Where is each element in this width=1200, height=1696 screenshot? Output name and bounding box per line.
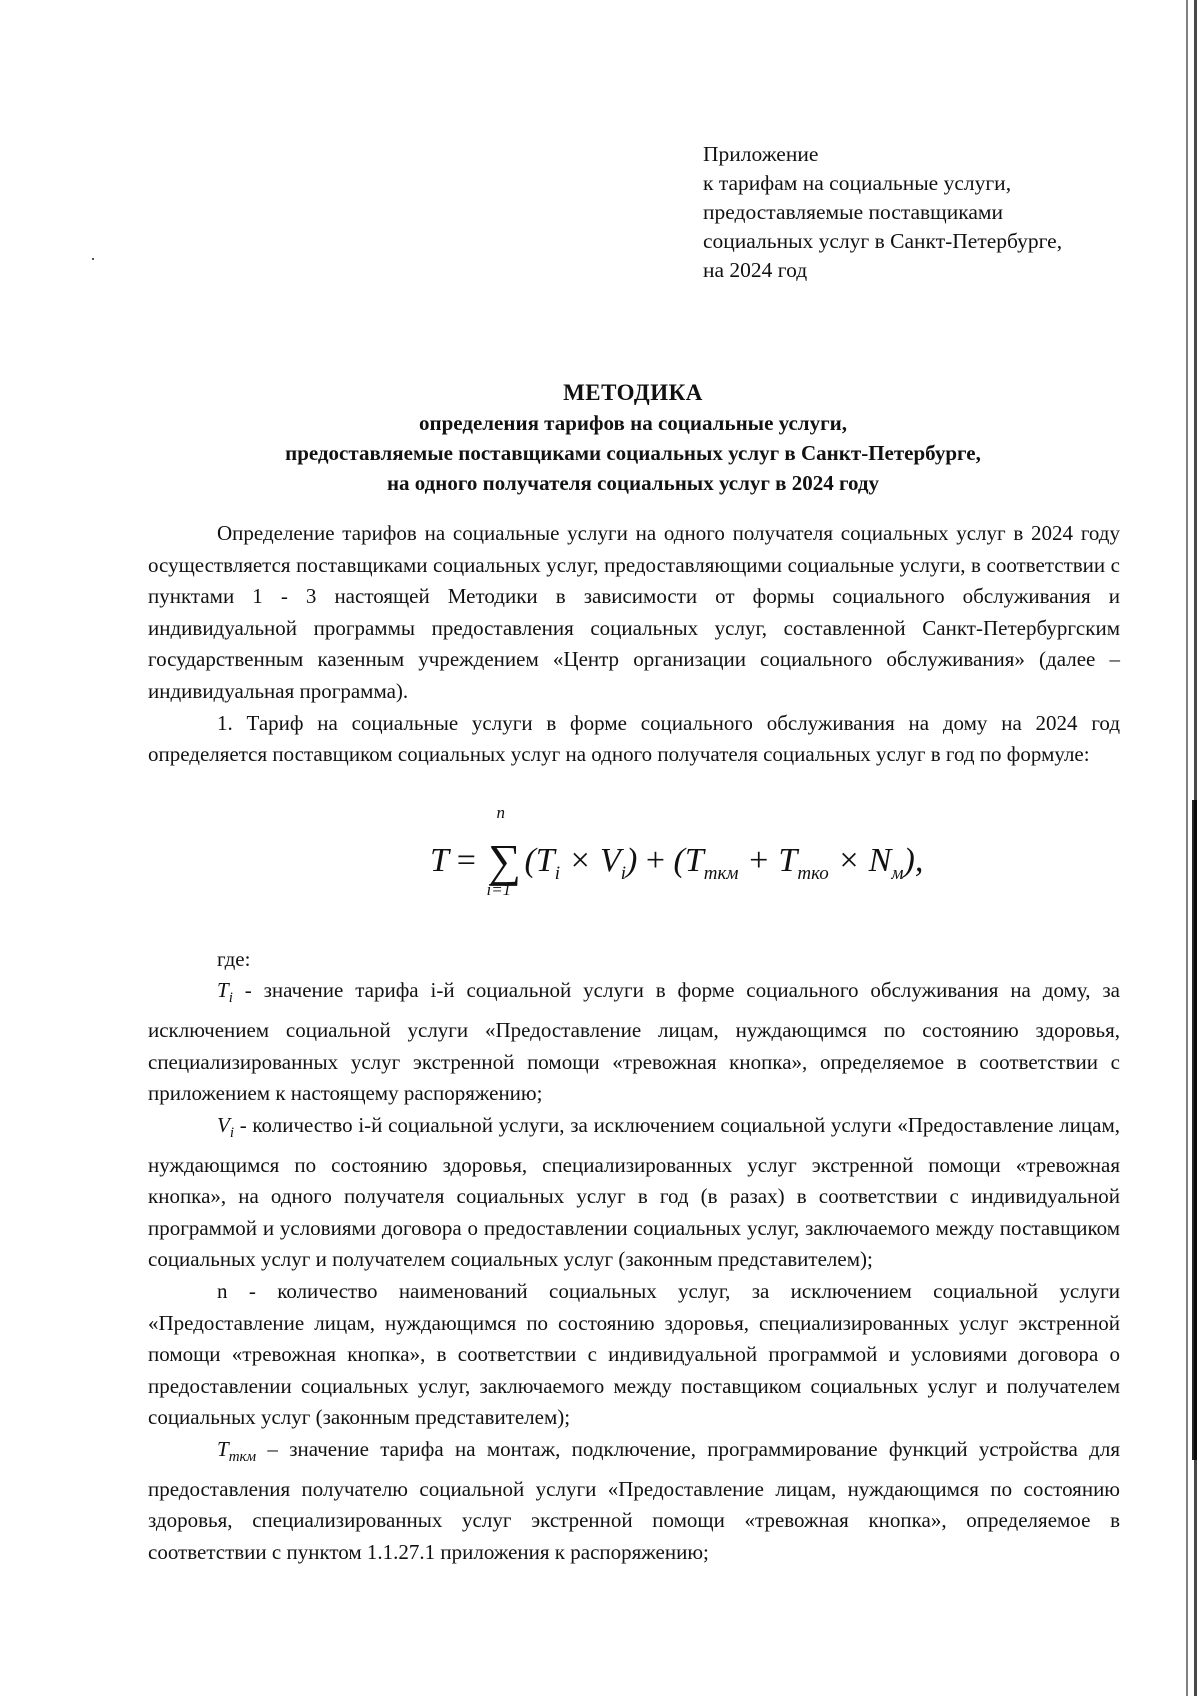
formula-term: × V [560,842,621,879]
formula-subscript: i [620,862,626,884]
formula-plus: + [637,842,674,879]
where-label: где: [217,946,251,971]
sigma-symbol: ∑ [488,835,521,886]
appendix-line: социальных услуг в Санкт-Петербурге, [703,229,1063,253]
formula-term: × N [828,842,892,879]
formula-term: ), [903,842,924,879]
appendix-line: предоставляемые поставщиками [703,200,1004,224]
sum-upper-limit: n [496,803,505,822]
formula-subscript: м [891,862,904,884]
formula-lhs: T [430,842,449,879]
appendix-header [703,140,1163,285]
variable-symbol: $T_i$ [217,978,233,1007]
tariff-formula [430,803,950,912]
formula-subscript: ткм [703,862,739,884]
formula-term: ) [626,842,638,879]
title-heading: МЕТОДИКА [563,380,703,405]
variable-symbol: $T_{ткм}$ [217,1437,257,1466]
scan-speck [92,258,94,260]
definition-tkm [148,1434,1120,1569]
scan-edge-shadow [1192,800,1197,1460]
variable-symbol: $V_i$ [217,1112,234,1142]
definition-n: n - количество наименований социальных услуг, за исключением социальной услуги «Предоставление лицам, нуждающимся по состоянию здоровья, специализированных услуг экстренной помощи «тревожная кнопка», в соответствии с индивидуальной программой и условиями договора о предоставлении социальных услуг, заключаемого между поставщиком социальных услуг и получателем социальных услуг (законным представителем); [148,1279,1120,1430]
formula-term: + T [738,842,798,879]
appendix-line: Приложение [703,142,819,166]
definition-text: - количество i-й социальной услуги, за исключением социальной услуги «Предоставление лицам, нуждающимся по состоянию здоровья, специализированных услуг экстренной помощи «тревожная кнопка», на одного получателя социальных услуг в год (в разах) в соответствии с индивидуальной программой и условиями договора о предоставлении социальных услуг, заключаемого между поставщиком социальных услуг и получателем социальных услуг (законным представителем); [148,1112,1120,1272]
summation-sign [484,803,524,899]
formula-subscript: i [554,862,560,884]
document-title [148,378,1118,498]
intro-paragraph: Определение тарифов на социальные услуги на одного получателя социальных услуг в 2024 году осуществляется поставщиками социальных услуг, предоставляющими социальные услуги, в соответствии с пунктами 1 - 3 настоящей Методики в зависимости от формы социального обслуживания и индивидуальной программы предоставления социальных услуг, составленной Санкт-Петербургским государственным казенным учреждением «Центр организации социального обслуживания» (далее – индивидуальная программа). [148,521,1120,703]
sum-lower-limit: i=1 [486,880,512,899]
formula-term: (T [673,842,704,879]
appendix-line: к тарифам на социальные услуги, [703,171,1012,195]
item-1-paragraph: 1. Тариф на социальные услуги в форме социального обслуживания на дому на 2024 год определяется поставщиком социальных услуг на одного получателя социальных услуг в год по формуле: [148,710,1120,767]
title-subline: предоставляемые поставщиками социальных услуг в Санкт-Петербурге, [285,441,981,465]
formula-term: (T [524,842,555,879]
formula-expression [430,803,924,899]
definition-vi [148,1110,1120,1276]
document-body [148,518,1120,1569]
appendix-line: на 2024 год [703,258,808,282]
title-subline: определения тарифов на социальные услуги, [419,411,847,435]
definition-text: - значение тарифа i-й социальной услуги в форме социального обслуживания на дому, за исключением социальной услуги «Предоставление лицам, нуждающимся по состоянию здоровья, специализированных услуг экстренной помощи «тревожная кнопка», определяемое в соответствии с приложением к настоящему распоряжению; [148,978,1120,1106]
scan-edge-line [1186,0,1188,1696]
definition-ti [148,975,1120,1110]
definition-text: – значение тарифа на монтаж, подключение, программирование функций устройства для предоставления получателю социальной услуги «Предоставление лицам, нуждающимся по состоянию здоровья, специализированных услуг экстренной помощи «тревожная кнопка», определяемое в соответствии с пунктом 1.1.27.1 приложения к распоряжению; [148,1437,1120,1564]
title-subline: на одного получателя социальных услуг в 2024 году [386,471,880,495]
formula-subscript: тко [797,862,829,884]
formula-equals: = [456,842,476,879]
